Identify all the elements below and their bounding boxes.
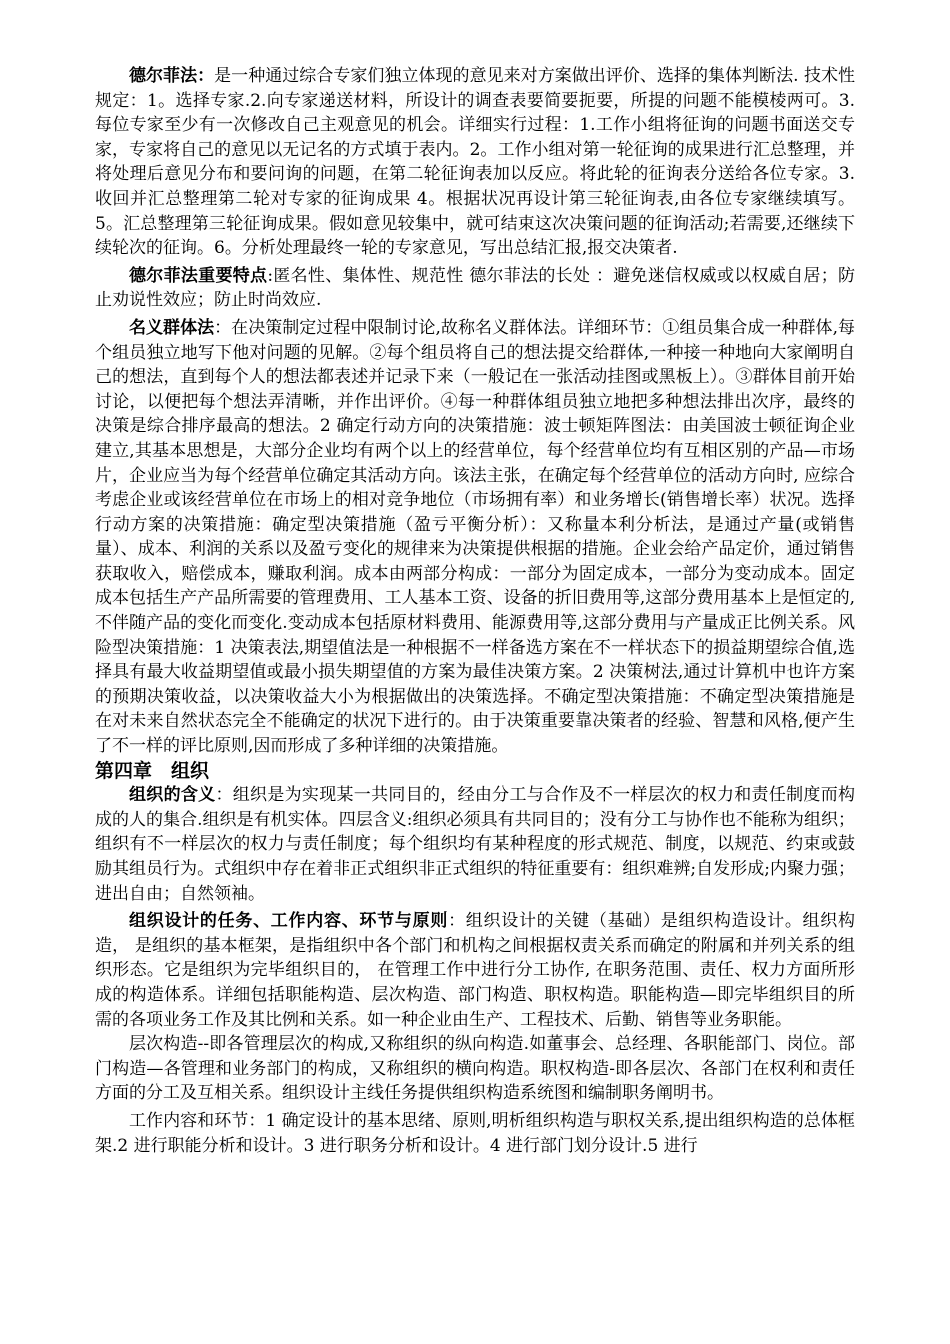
paragraph-nominal-group [95,316,855,759]
paragraph-work-content [95,1109,855,1158]
paragraph-text: ：组织设计的关键（基础）是组织构造设计。组织构造， 是组织的基本框架，是指组织中各个部门和机构之间根据权责关系而确定的附属和并列关系的组织形态。它是组织为完毕组织目的， 在管理工作中进行分工协作, 在职务范围、责任、权力方面所形成的构造体系。详细包括职能构造、层次构造、部门构造、职权构造。职能构造—即完毕组织目的所需的各项业务工作及其比例和关系。如一种企业由生产、工程技术、后勤、销售等业务职能。 [95,911,856,1030]
paragraph-delphi-method [95,64,855,261]
chapter-heading: 第四章 组织 [95,759,210,782]
paragraph-text: ：在决策制定过程中限制讨论,故称名义群体法。详细环节：①组员集合成一种群体,每个组员独立地写下他对问题的见解。②每个组员将自己的想法提交给群体,一种接一种地向大家阐明自己的想法，直到每个人的想法都表述并记录下来（一般记在一张活动挂图或黑板上）。③群体目前开始讨论，以便把每个想法弄清晰，并作出评价。④每一种群体组员独立地把多种想法排出次序，最终的决策是综合排序最高的想法。2 确定行动方向的决策措施：波士顿矩阵图法：由美国波士顿征询企业建立,其基本思想是，大部分企业均有两个以上的经营单位，每个经营单位均有互相区别的产品—市场片，企业应当为每个经营单位确定其活动方向。该法主张，在确定每个经营单位的活动方向时, 应综合考虑企业或该经营单位在市场上的相对竞争地位（市场拥有率）和业务增长(销售增长率）状况。选择行动方案的决策措施：确定型决策措施（盈亏平衡分析）：又称量本利分析法，是通过产量(或销售量）、成本、利润的关系以及盈亏变化的规律来为决策提供根据的措施。企业会给产品定价，通过销售获取收入，赔偿成本，赚取利润。成本由两部分构成：一部分为固定成本，一部分为变动成本。固定成本包括生产产品所需要的管理费用、工人基本工资、设备的折旧费用等,这部分费用基本上是恒定的,不伴随产品的变化而变化.变动成本包括原材料费用、能源费用等,这部分费用与产量成正比例关系。风险型决策措施：1 决策表法,期望值法是一种根据不一样备选方案在不一样状态下的损益期望综合值,选择具有最大收益期望值或最小损失期望值的方案为最佳决策方案。2 决策树法,通过计算机中也许方案的预期决策收益，以决策收益大小为根据做出的决策选择。不确定型决策措施：不确定型决策措施是在对未来自然状态完全不能确定的状况下进行的。由于决策重要靠决策者的经验、智慧和风格,便产生了不一样的评比原则,因而形成了多种详细的决策措施。 [95,317,855,757]
term-nominal-group: 名义群体法 [129,317,215,338]
term-organization-design: 组织设计的任务、工作内容、环节与原则 [129,911,449,932]
term-delphi-features: 德尔菲法重要特点 [129,265,268,286]
paragraph-text: :匿名性、集体性、规范性 德尔菲法的长处 ：避免迷信权威或以权威自居；防止劝说性效应；防止时尚效应. [95,265,855,311]
document-page [95,64,855,1158]
paragraph-delphi-features [95,264,855,313]
paragraph-text: 工作内容和环节：1 确定设计的基本思绪、原则,明析组织构造与职权关系,提出组织构造的总体框架.2 进行职能分析和设计。3 进行职务分析和设计。4 进行部门划分设计.5 进行 [95,1110,855,1156]
paragraph-text: 是一种通过综合专家们独立体现的意见来对方案做出评价、选择的集体判断法. 技术性规定：1。选择专家.2.向专家递送材料，所设计的调查表要简要扼要，所提的问题不能模棱两可。3.每位专家至少有一次修改自己主观意见的机会。详细实行过程：1.工作小组将征询的问题书面送交专家，专家将自己的意见以无记名的方式填于表内。2。工作小组对第一轮征询的成果进行汇总整理，并将处理后意见分布和要问询的问题，在第二轮征询表加以反应。将此轮的征询表分送给各位专家。3.收回并汇总整理第二轮对专家的征询成果 4。根据状况再设计第三轮征询表,由各位专家继续填写。5。汇总整理第三轮征询成果。假如意见较集中，就可结束这次决策问题的征询活动;若需要,还继续下续轮次的征询。6。分析处理最终一轮的专家意见，写出总结汇报,报交决策者. [95,66,856,259]
paragraph-text: 层次构造--即各管理层次的构成,又称组织的纵向构造.如董事会、总经理、各职能部门、岗位。部门构造—各管理和业务部门的构成，又称组织的横向构造。职权构造-即各层次、各部门在权利和责任方面的分工及互相关系。组织设计主线任务提供组织构造系统图和编制职务阐明书。 [95,1034,855,1104]
term-delphi-method: 德尔菲法： [129,66,215,86]
paragraph-hierarchy-structure [95,1032,855,1106]
paragraph-text: ：组织是为实现某一共同目的，经由分工与合作及不一样层次的权力和责任制度而构成的人的集合.组织是有机实体。四层含义:组织必须具有共同目的；没有分工与协作也不能称为组织；组织有不一样层次的权力与责任制度；每个组织均有某种程度的形式规范、制度，以规范、约束或鼓励其组员行为。式组织中存在着非正式组织非正式组织的特征重要有：组织难辨;自发形成;内聚力强；进出自由；自然领袖。 [95,785,856,904]
term-organization-meaning: 组织的含义 [129,785,216,806]
paragraph-organization-design [95,909,855,1032]
paragraph-organization-meaning [95,783,855,906]
